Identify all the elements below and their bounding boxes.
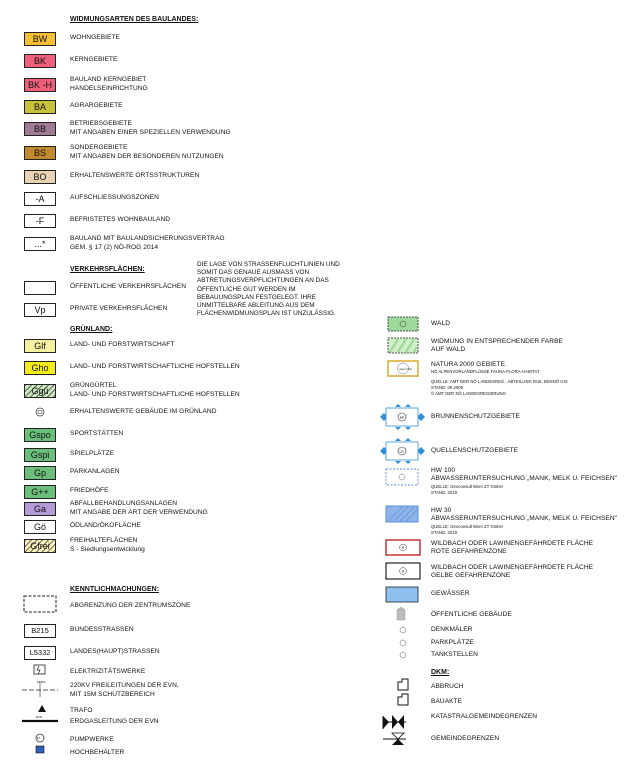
bauland-mit-baulandsicherungsvertrag-swatch: ...* bbox=[24, 237, 56, 251]
widmung-wald-label-2: AUF WALD bbox=[431, 346, 466, 353]
spielpl-tze-swatch: Gspi bbox=[24, 448, 56, 462]
heading-dkm: DKM: bbox=[431, 669, 450, 676]
220kv-freileitungen-der-evn-label-2: MIT 15M SCHUTZBEREICH bbox=[70, 690, 155, 698]
bundesstrassen-swatch: B215 bbox=[24, 624, 56, 638]
betriebsgebiete-label-2: MIT ANGABEN EINER SPEZIELLEN VERWENDUNG bbox=[70, 128, 231, 136]
trafo-label: TRAFO bbox=[70, 707, 93, 714]
land-und-forstwirtschaft-label: LAND- UND FORSTWIRTSCHAFT bbox=[70, 341, 175, 348]
befristetes-wohnbauland-label: BEFRISTETES WOHNBAULAND bbox=[70, 216, 171, 223]
gewaesser-label: GEWÄSSER bbox=[431, 590, 470, 597]
aufschliessungszonen-swatch: -A bbox=[24, 192, 56, 206]
agrargebiete-label: AGRARGEBIETE bbox=[70, 102, 123, 109]
natura-source: QUELLE: AMT DER NÖ LANDESREG., ABTEILUNG RU6, BDSNÖ GIS bbox=[431, 379, 568, 384]
tankstellen-label: TANKSTELLEN bbox=[431, 651, 478, 658]
friedh-fe-label: FRIEDHÖFE bbox=[70, 487, 109, 494]
kerngebiete-swatch: BK bbox=[24, 54, 56, 68]
svg-text:P: P bbox=[37, 735, 40, 741]
heading-gruenland: GRÜNLAND: bbox=[70, 326, 113, 333]
bundesstrassen-label: BUNDESSTRASSEN bbox=[70, 626, 134, 633]
freihaltefl-chen-label-2: S - Siedlungsentwicklung bbox=[70, 545, 145, 553]
parkplaetze-label: PARKPLÄTZE bbox=[431, 639, 474, 646]
betriebsgebiete-swatch: BB bbox=[24, 122, 56, 136]
bauakte-icon bbox=[398, 694, 408, 705]
landes-haupt-strassen-swatch: L5332 bbox=[24, 646, 56, 660]
aufschliessungszonen-label: AUFSCHLIESSUNGSZONEN bbox=[70, 194, 159, 201]
tankstelle-icon bbox=[400, 652, 406, 658]
erhaltenswerte-ortsstrukturen-label: ERHALTENSWERTE ORTSSTRUKTUREN bbox=[70, 172, 200, 179]
bauakte-label: BAUAKTE bbox=[431, 698, 463, 705]
bauland-kerngebiet-swatch: BK -H bbox=[24, 78, 56, 92]
natura-copyright: © AMT DER NÖ LANDESREGIERUNG bbox=[431, 391, 506, 396]
natura-label-2: NÖ ALPENVORLANDFLÜSSE FAUNA-FLORA-HABITAT bbox=[431, 369, 540, 374]
oeffentliche-gebaeude-icon bbox=[397, 607, 405, 620]
220kv-freileitungen-der-evn-label: 220KV FREILEITUNGEN DER EVN, bbox=[70, 682, 179, 689]
gr-ng-rtel-label: GRÜNGÜRTEL bbox=[70, 382, 117, 389]
quellenschutz-label: QUELLENSCHUTZGEBIETE bbox=[431, 447, 519, 454]
sportst-tten-label: SPORTSTÄTTEN bbox=[70, 430, 124, 437]
rote-gefahrenzone-icon-text: R bbox=[401, 546, 405, 550]
wald-swatch bbox=[388, 317, 418, 331]
parkanlagen-label: PARKANLAGEN bbox=[70, 468, 120, 475]
hochbeh-lter-label: HOCHBEHÄLTER bbox=[70, 749, 125, 756]
parkanlagen-swatch: Gp bbox=[24, 466, 56, 480]
agrargebiete-swatch: BA bbox=[24, 100, 56, 114]
freihaltefl-chen-swatch: Gfrei bbox=[24, 539, 56, 553]
gr-ng-rtel-label-2: LAND- UND FORSTWIRTSCHAFTLICHE HOFSTELLEN bbox=[70, 390, 240, 398]
verkehr-note: DIE LAGE VON STRASSENFLUCHTLINIEN UND SOMIT DAS GENAUE AUSMASS VON ABTRETUNGSVERPFLICHTUNGEN AN DAS ÖFFENTLICHE GUT WERDEN IM BEBAUUNGSPLAN FESTGELEGT. IHRE UNMITTELBARE ABLEITUNG AUS DEM FLÄCHENWIDMUNGSPLAN IST UNZULÄSSIG. bbox=[197, 261, 340, 318]
gemeindegrenzen-label: GEMEINDEGRENZEN bbox=[431, 735, 500, 742]
hw30-label-2: ABWASSERUNTERSUCHUNG „MANK, MELK U. FEICHSEN“ bbox=[431, 515, 617, 522]
abfallbehandlungsanlagen-swatch: Ga bbox=[24, 502, 56, 516]
hw100-stand: STAND: 2010 bbox=[431, 490, 458, 495]
abgrenzung-der-zentrumszone-label: ABGRENZUNG DER ZENTRUMSZONE bbox=[70, 602, 191, 609]
svg-text:EVN: EVN bbox=[36, 715, 43, 719]
bauland-kerngebiet-label-2: HANDELSEINRICHTUNG bbox=[70, 84, 148, 92]
hw30-source: QUELLE: Geoconsult Wien ZT GmbH bbox=[431, 524, 503, 529]
hw100-source: QUELLE: Geoconsult Wien ZT GmbH bbox=[431, 484, 503, 489]
private-verkehrsfl-chen-swatch: Vp bbox=[24, 303, 56, 317]
hw30-label-1: HW 30 bbox=[431, 507, 452, 514]
landes-haupt-strassen-label: LANDES(HAUPT)STRASSEN bbox=[70, 648, 160, 655]
sondergebiete-swatch: BS bbox=[24, 146, 56, 160]
heading-bauland: WIDMUNGSARTEN DES BAULANDES: bbox=[70, 16, 199, 23]
gelbe-gefahrenzone-label-2: GELBE GEFAHRENZONE bbox=[431, 572, 511, 579]
katastralgemeindegrenzen-label: KATASTRALGEMEINDEGRENZEN bbox=[431, 713, 538, 720]
kerngebiete-label: KERNGEBIETE bbox=[70, 56, 118, 63]
abfallbehandlungsanlagen-label: ABFALLBEHANDLUNGSANLAGEN bbox=[70, 500, 178, 507]
gr-ng-rtel-swatch: Ggü bbox=[24, 384, 56, 398]
dland-kofl-che-label: ÖDLAND/ÖKOFLÄCHE bbox=[70, 522, 141, 529]
hw100-swatch bbox=[386, 469, 418, 485]
brunnen-icon-text: BR bbox=[399, 415, 404, 420]
gelbe-gefahrenzone-icon-text: G bbox=[401, 569, 405, 574]
rote-gefahrenzone-label-1: WILDBACH ODER LAWINENGEFÄHRDETE FLÄCHE bbox=[431, 540, 594, 547]
natura-label-1: NATURA 2000 GEBIETE bbox=[431, 361, 506, 368]
denkmal-icon bbox=[400, 627, 406, 633]
befristetes-wohnbauland-swatch: -F bbox=[24, 214, 56, 228]
hw30-stand: STAND: 2010 bbox=[431, 530, 458, 535]
land-und-forstwirtschaft-swatch: Glf bbox=[24, 339, 56, 353]
friedh-fe-swatch: G++ bbox=[24, 485, 56, 499]
sondergebiete-label: SONDERGEBIETE bbox=[70, 144, 128, 151]
svg-text:220kV: 220kV bbox=[37, 680, 46, 684]
natura-stand: STAND: 09.2009 bbox=[431, 385, 464, 390]
abfallbehandlungsanlagen-label-2: MIT ANGABE DER ART DER VERWENDUNG bbox=[70, 508, 208, 516]
dland-kofl-che-swatch: Gö bbox=[24, 520, 56, 534]
katastralgemeindegrenzen-symbol bbox=[383, 714, 406, 730]
land-und-forstwirtschaftliche-hofstellen-label: LAND- UND FORSTWIRTSCHAFTLICHE HOFSTELLEN bbox=[70, 363, 240, 370]
pumpwerke-label: PUMPWERKE bbox=[70, 736, 114, 743]
wald-label: WALD bbox=[431, 320, 451, 327]
denkmaeler-label: DENKMÄLER bbox=[431, 626, 473, 633]
ffentliche-verkehrsfl-chen-label: ÖFFENTLICHE VERKEHRSFLÄCHEN bbox=[70, 283, 187, 290]
sportst-tten-swatch: Gspo bbox=[24, 428, 56, 442]
parkplatz-icon bbox=[400, 640, 406, 646]
natura-badge-text: natura 2000 bbox=[399, 367, 412, 371]
wohngebiete-swatch: BW bbox=[24, 32, 56, 46]
gelbe-gefahrenzone-label-1: WILDBACH ODER LAWINENGEFÄHRDETE FLÄCHE bbox=[431, 564, 594, 571]
brunnenschutz-label: BRUNNENSCHUTZGEBIETE bbox=[431, 413, 520, 420]
oeffentliche-gebaeude-label: ÖFFENTLICHE GEBÄUDE bbox=[431, 611, 512, 618]
hw100-label-2: ABWASSERUNTERSUCHUNG „MANK, MELK U. FEICHSEN“ bbox=[431, 475, 617, 482]
heading-kenntlichmachungen: KENNTLICHMACHUNGEN: bbox=[70, 586, 160, 593]
bauland-mit-baulandsicherungsvertrag-label: BAULAND MIT BAULANDSICHERUNGSVERTRAG bbox=[70, 235, 225, 242]
freihaltefl-chen-label: FREIHALTEFLÄCHEN bbox=[70, 537, 138, 544]
private-verkehrsfl-chen-label: PRIVATE VERKEHRSFLÄCHEN bbox=[70, 305, 168, 312]
gewaesser-swatch bbox=[386, 587, 418, 602]
heading-verkehr: VERKEHRSFLÄCHEN: bbox=[70, 266, 145, 273]
abbruch-label: ABBRUCH bbox=[431, 683, 464, 690]
spielpl-tze-label: SPIELPLÄTZE bbox=[70, 450, 115, 457]
quellen-icon-text: QU bbox=[399, 449, 404, 454]
erdgasleitung-der-evn-label: ERDGASLEITUNG DER EVN bbox=[70, 718, 159, 725]
land-und-forstwirtschaftliche-hofstellen-swatch: Gho bbox=[24, 361, 56, 375]
hw100-label-1: HW 100 bbox=[431, 467, 456, 474]
elektrizit-tswerke-label: ELEKTRIZITÄTSWERKE bbox=[70, 668, 146, 675]
betriebsgebiete-label: BETRIEBSGEBIETE bbox=[70, 120, 132, 127]
wohngebiete-label: WOHNGEBIETE bbox=[70, 34, 121, 41]
abbruch-icon bbox=[398, 679, 408, 690]
sondergebiete-label-2: MIT ANGABEN DER BESONDEREN NUTZUNGEN bbox=[70, 152, 224, 160]
gemeindegrenzen-symbol bbox=[383, 733, 406, 745]
erhaltenswerte-geb-ude-im-gr-nland-label: ERHALTENSWERTE GEBÄUDE IM GRÜNLAND bbox=[70, 408, 217, 415]
rote-gefahrenzone-label-2: ROTE GEFAHRENZONE bbox=[431, 548, 507, 555]
bauland-kerngebiet-label: BAULAND KERNGEBIET bbox=[70, 76, 147, 83]
widmung-wald-label-1: WIDMUNG IN ENTSPRECHENDER FARBE bbox=[431, 338, 563, 345]
erhaltenswerte-ortsstrukturen-swatch: BO bbox=[24, 170, 56, 184]
bauland-mit-baulandsicherungsvertrag-label-2: GEM. § 17 (2) NÖ-ROG 2014 bbox=[70, 243, 159, 251]
